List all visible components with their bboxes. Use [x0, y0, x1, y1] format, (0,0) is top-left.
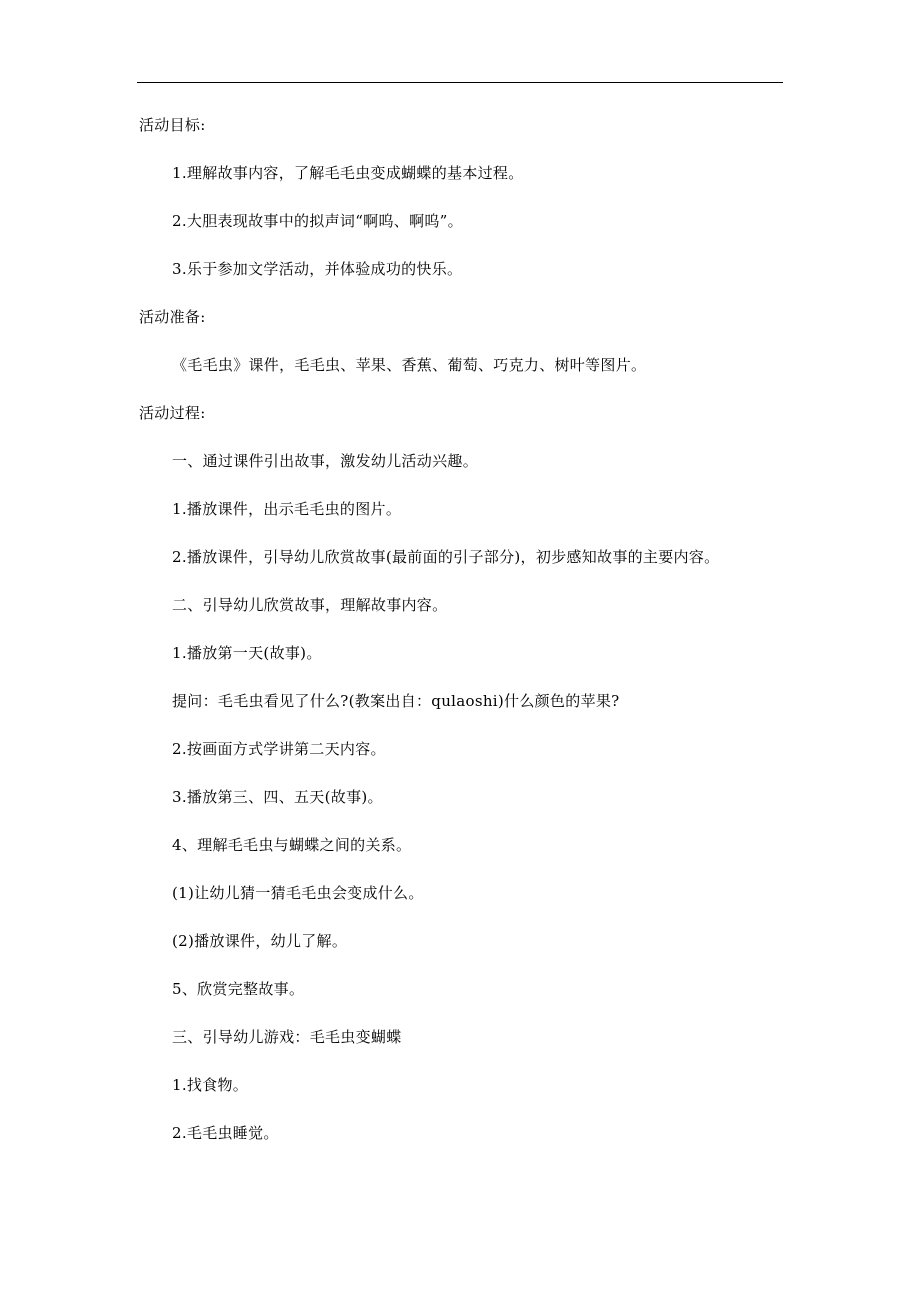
section-heading-process: 活动过程:	[139, 404, 206, 422]
process-substep: 3.播放第三、四、五天(故事)。	[172, 788, 383, 806]
process-substep: 5、欣赏完整故事。	[172, 980, 305, 998]
process-substep: (1)让幼儿猜一猜毛毛虫会变成什么。	[172, 884, 424, 902]
goal-item-3: 3.乐于参加文学活动，并体验成功的快乐。	[172, 260, 463, 278]
preparation-item: 《毛毛虫》课件，毛毛虫、苹果、香蕉、葡萄、巧克力、树叶等图片。	[172, 356, 647, 374]
goal-item-1: 1.理解故事内容，了解毛毛虫变成蝴蝶的基本过程。	[172, 164, 524, 182]
header-rule	[137, 82, 783, 83]
process-substep: 2.按画面方式学讲第二天内容。	[172, 740, 386, 758]
goal-item-2: 2.大胆表现故事中的拟声词“啊呜、啊呜”。	[172, 212, 463, 230]
process-substep: 4、理解毛毛虫与蝴蝶之间的关系。	[172, 836, 412, 854]
section-heading-preparation: 活动准备:	[139, 308, 206, 326]
process-step-1: 一、通过课件引出故事，激发幼儿活动兴趣。	[172, 452, 479, 470]
process-substep: 2.毛毛虫睡觉。	[172, 1124, 279, 1142]
process-step-3: 三、引导幼儿游戏：毛毛虫变蝴蝶	[172, 1028, 402, 1046]
process-step-2: 二、引导幼儿欣赏故事，理解故事内容。	[172, 596, 448, 614]
section-heading-goals: 活动目标:	[139, 116, 206, 134]
process-substep: (2)播放课件，幼儿了解。	[172, 932, 348, 950]
process-substep: 1.播放课件，出示毛毛虫的图片。	[172, 500, 402, 518]
process-question: 提问：毛毛虫看见了什么?(教案出自：qulaoshi)什么颜色的苹果?	[172, 692, 620, 710]
process-substep: 1.播放第一天(故事)。	[172, 644, 322, 662]
process-substep: 1.找食物。	[172, 1076, 249, 1094]
process-substep: 2.播放课件，引导幼儿欣赏故事(最前面的引子部分)，初步感知故事的主要内容。	[172, 548, 720, 566]
